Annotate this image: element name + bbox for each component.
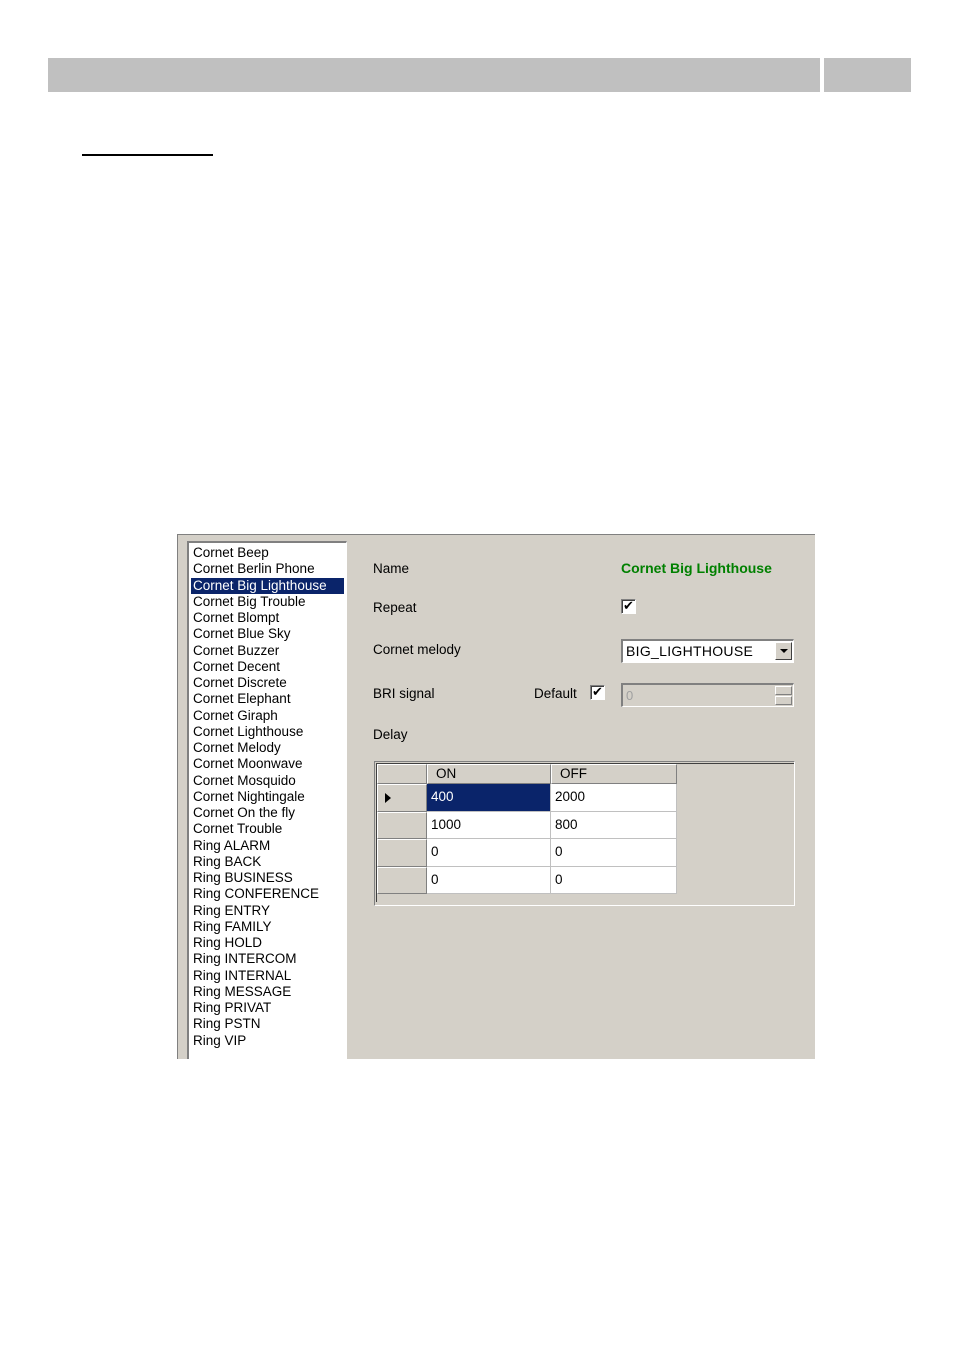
bri-signal-value: 0 bbox=[626, 688, 634, 703]
list-item[interactable]: Ring PRIVAT bbox=[193, 1000, 272, 1015]
ring-tone-dialog bbox=[177, 534, 815, 1059]
list-item[interactable]: Cornet Big Trouble bbox=[193, 593, 306, 609]
chevron-down-icon bbox=[780, 649, 788, 653]
name-label: Name bbox=[373, 561, 410, 576]
bri-signal-spinner[interactable] bbox=[621, 683, 794, 707]
list-item[interactable]: Cornet Blue Sky bbox=[193, 626, 291, 642]
tone-listbox[interactable] bbox=[187, 541, 347, 1059]
column-header-on[interactable]: ON bbox=[427, 764, 551, 784]
list-item[interactable]: Cornet Buzzer bbox=[193, 642, 280, 658]
heading-underline bbox=[82, 154, 213, 156]
delay-grid bbox=[374, 761, 795, 906]
delay-cell-off[interactable]: 0 bbox=[551, 867, 677, 895]
repeat-label: Repeat bbox=[373, 600, 417, 615]
header-bar bbox=[48, 58, 820, 92]
list-item[interactable]: Ring PSTN bbox=[193, 1016, 261, 1032]
list-item[interactable]: Cornet On the fly bbox=[193, 805, 296, 820]
list-item[interactable]: Ring ENTRY bbox=[193, 902, 271, 918]
spinner-buttons bbox=[775, 686, 792, 705]
list-item[interactable]: Ring VIP bbox=[193, 1032, 247, 1048]
spin-up-button[interactable] bbox=[775, 686, 792, 695]
list-item[interactable]: Ring ALARM bbox=[193, 837, 271, 853]
list-item[interactable]: Ring FAMILY bbox=[193, 918, 272, 934]
list-item[interactable]: Cornet Giraph bbox=[193, 707, 278, 723]
list-item[interactable]: Ring HOLD bbox=[193, 935, 263, 950]
row-header[interactable] bbox=[377, 812, 427, 840]
row-header[interactable] bbox=[377, 784, 427, 812]
list-item[interactable]: Cornet Elephant bbox=[193, 691, 291, 707]
delay-cell-off[interactable]: 800 bbox=[551, 812, 677, 840]
check-icon: ✔ bbox=[623, 599, 634, 614]
list-item[interactable]: Cornet Lighthouse bbox=[193, 723, 304, 739]
list-item[interactable]: Ring MESSAGE bbox=[193, 983, 292, 999]
bri-signal-label: BRI signal bbox=[373, 686, 435, 701]
column-header-off[interactable]: OFF bbox=[551, 764, 677, 784]
delay-cell-on[interactable]: 0 bbox=[427, 867, 551, 895]
list-item[interactable]: Cornet Discrete bbox=[193, 675, 287, 690]
list-item[interactable]: Cornet Beep bbox=[193, 545, 269, 560]
list-item[interactable]: Cornet Berlin Phone bbox=[193, 561, 315, 577]
delay-cell-on[interactable]: 1000 bbox=[427, 812, 551, 840]
name-value: Cornet Big Lighthouse bbox=[621, 560, 772, 576]
list-item[interactable]: Cornet Mosquido bbox=[193, 772, 296, 788]
row-pointer-icon bbox=[385, 793, 391, 803]
list-item[interactable]: Cornet Blompt bbox=[193, 610, 280, 625]
melody-select-value: BIG_LIGHTHOUSE bbox=[626, 643, 754, 659]
list-item[interactable]: Cornet Trouble bbox=[193, 821, 283, 837]
list-item[interactable]: Cornet Decent bbox=[193, 658, 281, 674]
list-item[interactable]: Ring INTERNAL bbox=[193, 967, 292, 983]
spin-down-button[interactable] bbox=[775, 696, 792, 705]
delay-cell-off[interactable]: 2000 bbox=[551, 784, 677, 812]
grid-corner-header bbox=[377, 764, 427, 784]
melody-label: Cornet melody bbox=[373, 642, 461, 657]
delay-cell-on[interactable]: 0 bbox=[427, 839, 551, 867]
list-item[interactable]: Cornet Nightingale bbox=[193, 788, 305, 804]
row-header[interactable] bbox=[377, 867, 427, 895]
list-item[interactable]: Ring INTERCOM bbox=[193, 951, 297, 967]
delay-label: Delay bbox=[373, 727, 408, 742]
check-icon: ✔ bbox=[592, 685, 603, 700]
melody-select[interactable] bbox=[621, 639, 794, 663]
melody-dropdown-button[interactable] bbox=[775, 642, 792, 660]
delay-grid-body bbox=[376, 763, 794, 902]
default-label: Default bbox=[534, 686, 577, 701]
list-item[interactable]: Cornet Melody bbox=[193, 740, 281, 755]
delay-cell-on[interactable]: 400 bbox=[427, 784, 551, 812]
repeat-checkbox[interactable] bbox=[621, 599, 636, 614]
list-item[interactable]: Ring BUSINESS bbox=[193, 870, 293, 885]
row-header[interactable] bbox=[377, 839, 427, 867]
delay-cell-off[interactable]: 0 bbox=[551, 839, 677, 867]
header-bar-page-box bbox=[824, 58, 911, 92]
list-item[interactable]: Cornet Big Lighthouse bbox=[191, 578, 344, 594]
list-item[interactable]: Cornet Moonwave bbox=[193, 756, 303, 772]
default-checkbox[interactable] bbox=[590, 685, 605, 700]
list-item[interactable]: Ring CONFERENCE bbox=[193, 886, 320, 902]
list-item[interactable]: Ring BACK bbox=[193, 853, 262, 869]
